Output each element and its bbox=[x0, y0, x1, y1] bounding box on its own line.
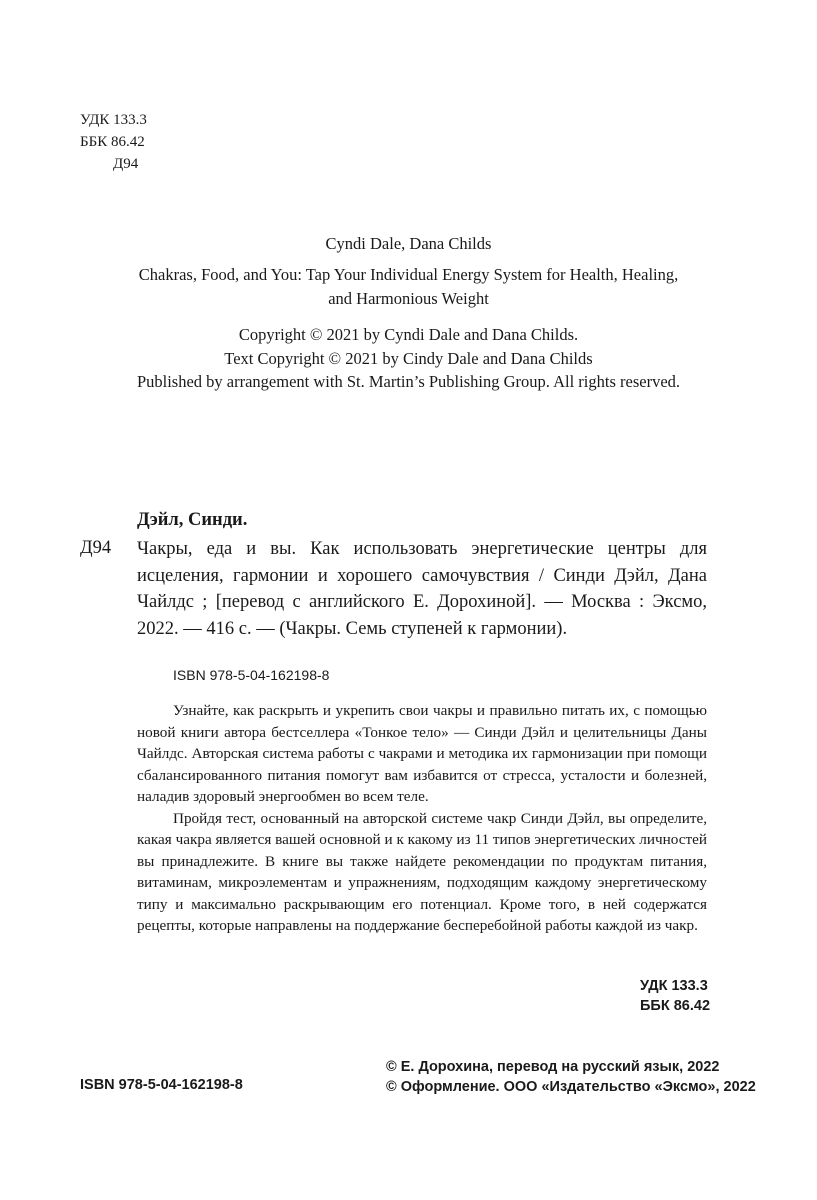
bibliographic-description: Чакры, еда и вы. Как использовать энергетические центры для исцеления, гармонии и хорошего самочувствия / Синди Дэйл, Дана Чайлдс ; [перевод с английского Е. Дорохиной]. — Москва : Эксмо, 2022. — 416 с. — (Чакры. Семь ступеней к гармонии). bbox=[137, 539, 707, 639]
translation-rights: © Е. Дорохина, перевод на русский язык, 2022 bbox=[386, 1059, 720, 1075]
imprint-isbn: ISBN 978-5-04-162198-8 bbox=[80, 1077, 243, 1093]
original-title-line-2: and Harmonious Weight bbox=[328, 289, 489, 308]
copyright-line-3: Published by arrangement with St. Martin’s Publishing Group. All rights reserved. bbox=[136, 372, 681, 391]
bbk-code-bottom: ББК 86.42 bbox=[640, 998, 711, 1014]
udk-code-bottom: УДК 133.3 bbox=[640, 978, 708, 994]
udk-code: УДК 133.3 bbox=[80, 112, 147, 128]
original-edition-info bbox=[80, 232, 737, 311]
catalog-isbn: ISBN 978-5-04-162198-8 bbox=[173, 667, 330, 683]
annotation-paragraph-2: Пройдя тест, основанный на авторской системе чакр Синди Дэйл, вы определите, какая чакра является вашей основной и к какому из 11 типов энергетических личностей вы принадлежите. В книге вы также найдете рекомендации по продуктам питания, витаминам, микроэлементам и упражнениям, подходящим каждому энергетическому типу и максимально раскрывающим его потенциал. Кроме того, в ней содержатся рецепты, которые направлены на поддержание бесперебойной работы каждой из чакр. bbox=[137, 809, 707, 934]
annotation-paragraph-1: Узнайте, как раскрыть и укрепить свои чакры и правильно питать их, с помощью новой книги автора бестселлера «Тонкое тело» — Синди Дэйл и целительницы Даны Чайлдс. Авторская система работы с чакрами и методика их гармонизации при помощи сбалансированного питания помогут вам избавится от стресса, усталости и болезней, наладив здоровый энергообмен во всем теле. bbox=[137, 702, 707, 805]
copyright-notice bbox=[80, 323, 737, 394]
author-mark: Д94 bbox=[113, 156, 139, 172]
bottom-classification-codes bbox=[640, 976, 710, 1016]
copyright-line-2: Text Copyright © 2021 by Cindy Dale and Dana Childs bbox=[224, 348, 593, 368]
original-title-line-1: Chakras, Food, and You: Tap Your Individual Energy System for Health, Healing, bbox=[138, 265, 679, 284]
original-authors: Cyndi Dale, Dana Childs bbox=[325, 234, 492, 253]
bbk-code: ББК 86.42 bbox=[80, 134, 145, 150]
copyright-line-1: Copyright © 2021 by Cyndi Dale and Dana Childs. bbox=[238, 325, 579, 344]
top-classification-codes bbox=[80, 109, 147, 175]
catalog-code: Д94 bbox=[80, 538, 112, 558]
imprint-rights bbox=[386, 1057, 756, 1097]
catalog-author-heading: Дэйл, Синди. bbox=[137, 510, 248, 530]
design-rights: © Оформление. ООО «Издательство «Эксмо», 2022 bbox=[386, 1079, 756, 1095]
book-annotation bbox=[137, 700, 707, 937]
